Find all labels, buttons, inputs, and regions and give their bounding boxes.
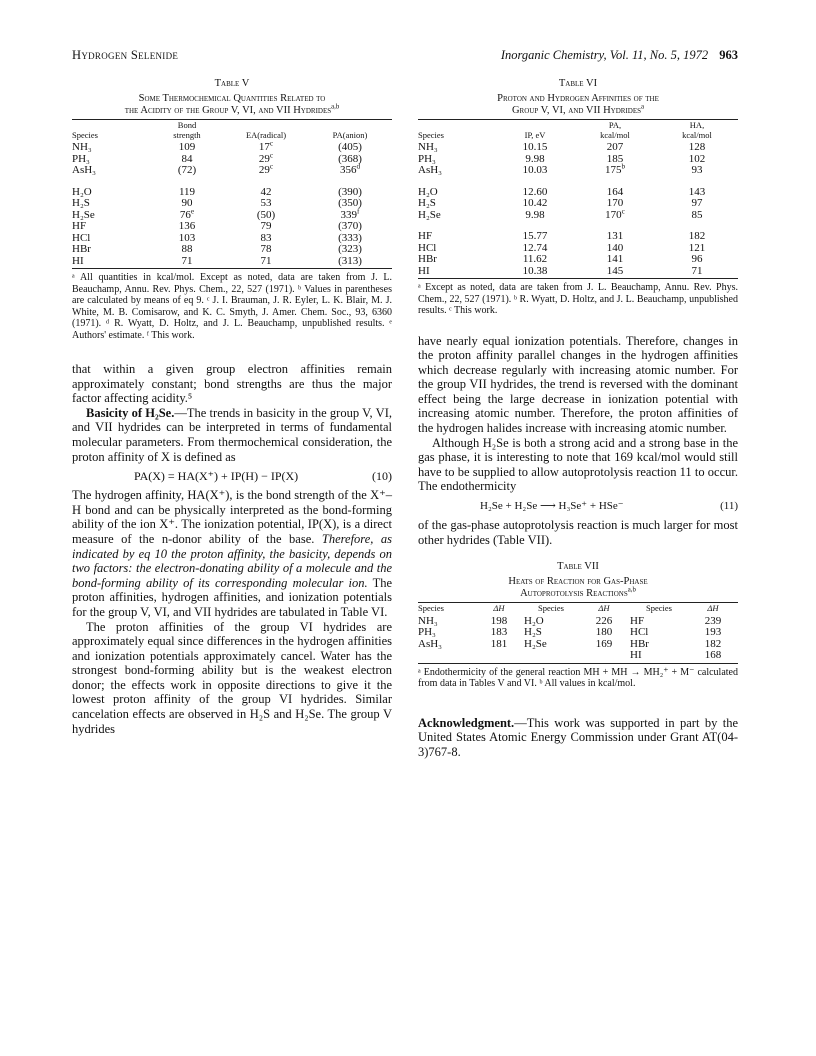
- ip-cell: 10.03: [522, 164, 548, 176]
- table-7-header: ΔH: [707, 603, 719, 614]
- table-7-header: ΔH: [598, 603, 610, 614]
- table-5-header: Species: [72, 129, 98, 140]
- species-cell: HF: [630, 614, 645, 627]
- page-number: 963: [719, 48, 738, 62]
- species-cell: PH₃: [72, 152, 90, 165]
- pa-anion-cell: (370): [338, 220, 362, 232]
- left-column: [72, 78, 392, 736]
- species-cell: HBr: [72, 243, 91, 255]
- delta-h-cell: [474, 650, 524, 662]
- species-cell: HI: [72, 254, 84, 267]
- ip-cell: 12.60: [522, 185, 548, 198]
- species-cell: H₂S: [72, 197, 90, 209]
- table-row: [418, 243, 738, 255]
- table-row: [418, 254, 738, 266]
- species-cell: PH₃: [418, 152, 436, 165]
- body-paragraph: Basicity of H₂Se.—The trends in basicity in the group V, VI, and VII hydrides can be interpreted in terms of fundamental molecular parameters. From thermochemical consideration, the proton affinity of X is defined as: [72, 405, 392, 464]
- pa-anion-cell: (368): [338, 152, 362, 165]
- table-row: [418, 142, 738, 154]
- table-7-header: Species: [538, 603, 564, 614]
- pa-anion-cell: (350): [338, 197, 362, 209]
- pa-cell: 170: [606, 197, 624, 209]
- pa-cell: 140: [606, 241, 624, 254]
- species-cell: PH₃: [418, 626, 436, 639]
- bond-strength-cell: 103: [178, 231, 196, 244]
- ea-cell: 78: [260, 243, 272, 255]
- pa-cell: 170$^c$: [605, 206, 625, 221]
- table-5-grid: [72, 121, 392, 267]
- delta-h-cell: 182: [704, 637, 722, 650]
- table-row: [72, 165, 392, 177]
- table-7-header: Species: [418, 603, 444, 614]
- bond-strength-cell: 84: [181, 152, 193, 165]
- species-cell: AsH₃: [72, 164, 97, 176]
- species-cell: H₂Se: [72, 208, 95, 221]
- ea-cell: (50): [256, 208, 276, 221]
- pa-cell: 145: [606, 264, 624, 277]
- species-cell: HCl: [418, 241, 437, 254]
- ea-cell: 83: [260, 231, 272, 244]
- species-cell: NH₃: [418, 614, 438, 627]
- body-paragraph: have nearly equal ionization potentials. Therefore, changes in the proton affinity parallel changes in the hydrogen affinities which decrease regularly with increasing atomic number. For the group VII hydrides, the trend is reversed with the dominant effect being the large decrease in ionization potential with increasing atomic number. Therefore, the proton affinities of the hydrogen halides increase with increasing atomic number.: [418, 333, 738, 436]
- body-paragraph: The hydrogen affinity, HA(X⁺), is the bond strength of the X⁺–H bond and can be physically interpreted as the bond-forming ability of the ion X⁺. The ionization potential, IP(X), is a direct measure of the n-donor ability of the base. Therefore, as indicated by eq 10 the proton affinity, the basicity, depends on two factors: the electron-donating ability of a molecule and the bond-forming ability of its corresponding molecular ion. The proton affinities, hydrogen affinities, and ionization potentials for the group V, VI, and VII hydrides are tabulated in Table VI.: [72, 488, 392, 619]
- table-6-grid: [418, 121, 738, 277]
- species-cell: HF: [418, 230, 433, 242]
- body-paragraph: that within a given group electron affinities remain approximately constant; bond strengths are thus the major factor affecting acidity.⁵: [72, 362, 392, 406]
- pa-cell: 207: [606, 141, 624, 153]
- table-row: [418, 165, 738, 177]
- table-5: [72, 78, 392, 341]
- table-row: [418, 627, 738, 639]
- right-column: [418, 78, 738, 760]
- table-row: [418, 198, 738, 210]
- table-6-header: PA, kcal/mol: [600, 120, 630, 140]
- table-row: [418, 650, 738, 662]
- table-row: [418, 231, 738, 243]
- bond-strength-cell: 136: [178, 220, 196, 232]
- running-head-left: Hydrogen Selenide: [72, 48, 179, 62]
- bond-strength-cell: 109: [178, 141, 196, 153]
- delta-h-cell: 180: [595, 626, 613, 639]
- table-row: [72, 256, 392, 268]
- delta-h-cell: 181: [490, 637, 508, 650]
- table-6-footnote: ᵃ Except as noted, data are taken from J. L. Beauchamp, Annu. Rev. Phys. Chem., 22, 527 (1971). ᵇ R. Wyatt, D. Holtz, and J. L. Beauchamp, unpublished results. ᶜ This work.: [418, 282, 738, 316]
- table-row: [418, 154, 738, 166]
- journal-citation: Inorganic Chemistry, Vol. 11, No. 5, 1972: [500, 48, 709, 62]
- pa-anion-cell: (390): [338, 185, 362, 198]
- species-cell: HI: [630, 649, 642, 662]
- ha-cell: 93: [691, 164, 703, 176]
- ip-cell: 12.74: [522, 241, 548, 254]
- species-cell: HBr: [630, 637, 649, 650]
- ea-cell: 29$^c$: [258, 150, 274, 165]
- species-cell: [418, 650, 474, 662]
- body-paragraph: Although H₂Se is both a strong acid and a strong base in the gas phase, it is interesting to note that 169 kcal/mol would still have to be supplied to allow autoprotolysis reaction 11 to occur. The endothermicity: [418, 435, 738, 494]
- table-5-header: EA(radical): [245, 129, 287, 140]
- table-6-title: Proton and Hydrogen Affinities of the Group V, VI, and VII Hydrides$^a$: [497, 93, 659, 116]
- delta-h-cell: 193: [704, 626, 722, 639]
- table-5-title: Some Thermochemical Quantities Related to the Acidity of the Group V, VI, and VII Hydrides$^{a,b}$: [124, 93, 340, 116]
- body-paragraph: The proton affinities of the group VI hydrides are approximately equal since differences in the hydrogen affinities and ionization potentials approximately cancel. Water has the strongest bond-forming ability but is the weakest electron donor; the effects work in opposite directions to give it the lowest proton affinity of the group VI hydrides. Similar cancelation effects are observed in H₂S and H₂Se. The group V hydrides: [72, 619, 392, 736]
- ea-cell: 17$^c$: [258, 139, 274, 153]
- table-7-title: Heats of Reaction for Gas-Phase Autoprotolysis Reactions$^{a,b}$: [508, 576, 648, 600]
- ip-cell: 11.62: [522, 253, 548, 265]
- equation-10: PA(X) = HA(X⁺) + IP(H) − IP(X) (10): [134, 469, 392, 484]
- ea-cell: 42: [260, 185, 272, 198]
- ip-cell: 10.38: [522, 264, 548, 277]
- table-7-header: Species: [646, 603, 672, 614]
- table-6: [418, 78, 738, 317]
- ha-cell: 121: [688, 241, 706, 254]
- bond-strength-cell: 90: [181, 197, 193, 209]
- pa-cell: 164: [606, 185, 624, 198]
- ha-cell: 85: [691, 208, 703, 221]
- delta-h-cell: 198: [490, 614, 508, 627]
- bond-strength-cell: 76e: [179, 206, 195, 221]
- pa-cell: 131: [606, 230, 624, 242]
- ip-cell: 10.42: [522, 197, 548, 209]
- species-cell: AsH₃: [418, 164, 443, 176]
- species-cell: HF: [72, 220, 87, 232]
- section-heading: Acknowledgment.: [418, 715, 515, 730]
- table-7-footnote: ᵃ Endothermicity of the general reaction MH + MH → MH₂⁺ + M⁻ calculated from data in Tables V and VI. ᵇ All values in kcal/mol.: [418, 666, 738, 690]
- ea-cell: 29$^c$: [258, 162, 274, 176]
- ha-cell: 71: [691, 264, 703, 277]
- ip-cell: 10.15: [522, 141, 548, 153]
- pa-cell: 175$^b$: [604, 162, 626, 176]
- table-7-label: Table VII: [557, 561, 599, 573]
- bond-strength-cell: 88: [181, 243, 193, 255]
- species-cell: HCl: [72, 231, 91, 244]
- pa-anion-cell: (333): [338, 231, 362, 244]
- table-row: [418, 639, 738, 651]
- table-row: [418, 187, 738, 199]
- delta-h-cell: [578, 650, 630, 662]
- table-5-label: Table V: [214, 78, 250, 89]
- ip-cell: 9.98: [525, 208, 545, 221]
- table-5-header: Bond strength: [173, 120, 201, 140]
- table-row: [418, 616, 738, 628]
- ip-cell: 15.77: [522, 230, 548, 242]
- ha-cell: 182: [688, 230, 706, 242]
- pa-anion-cell: (405): [338, 141, 362, 153]
- table-6-label: Table VI: [558, 78, 598, 89]
- delta-h-cell: 168: [704, 649, 722, 662]
- ip-cell: 9.98: [525, 152, 545, 165]
- delta-h-cell: 239: [704, 614, 722, 627]
- table-7-header: ΔH: [493, 603, 505, 614]
- body-paragraph: of the gas-phase autoprotolysis reaction is much larger for most other hydrides (Table VII).: [418, 518, 738, 547]
- ha-cell: 96: [691, 253, 703, 265]
- species-cell: HI: [418, 264, 430, 277]
- ea-cell: 53: [260, 197, 272, 209]
- pa-anion-cell: 356$^d$: [339, 162, 361, 176]
- pa-cell: 141: [606, 253, 624, 265]
- table-row: [418, 210, 738, 222]
- pa-anion-cell: (313): [338, 254, 362, 267]
- species-cell: NH₃: [418, 141, 438, 153]
- species-cell: [524, 650, 578, 662]
- table-6-header: Species: [418, 129, 444, 140]
- species-cell: HBr: [418, 253, 437, 265]
- table-7: [418, 561, 738, 690]
- table-5-header: PA(anion): [332, 129, 368, 140]
- equation-11: H₂Se + H₂Se ⟶ H₃Se⁺ + HSe⁻ (11): [480, 500, 738, 513]
- ha-cell: 128: [688, 141, 706, 153]
- species-cell: HCl: [630, 626, 649, 639]
- table-6-header: HA, kcal/mol: [682, 120, 712, 140]
- species-cell: H₂O: [72, 185, 92, 198]
- delta-h-cell: 169: [595, 637, 613, 650]
- species-cell: H₂O: [524, 614, 544, 627]
- running-head-right: [501, 48, 738, 63]
- bond-strength-cell: 119: [178, 185, 196, 198]
- table-row: [418, 266, 738, 278]
- species-cell: H₂Se: [418, 208, 441, 221]
- ha-cell: 97: [691, 197, 703, 209]
- table-7-grid: [418, 604, 738, 662]
- delta-h-cell: 226: [595, 614, 613, 627]
- section-heading: Basicity of H₂Se.: [86, 405, 175, 420]
- pa-cell: 185: [606, 152, 624, 165]
- table-5-footnote: ᵃ All quantities in kcal/mol. Except as noted, data are taken from J. L. Beauchamp, Annu. Rev. Phys. Chem., 22, 527 (1971). ᵇ Values in parentheses are calculated by means of eq 9. ᶜ J. I. Brauman, J. R. Eyler, L. K. Blair, M. J. White, M. B. Comisarow, and K. C. Smyth, J. Amer. Chem. Soc., 93, 6360 (1971). ᵈ R. Wyatt, D. Holtz, and J. L. Beauchamp, unpublished results. ᵉ Authors' estimate. ᶠ This work.: [72, 272, 392, 341]
- species-cell: H₂S: [418, 197, 436, 209]
- ha-cell: 143: [688, 185, 706, 198]
- species-cell: H₂S: [524, 626, 542, 639]
- species-cell: NH₃: [72, 141, 92, 153]
- species-cell: AsH₃: [418, 637, 443, 650]
- table-6-header: IP, eV: [524, 129, 546, 140]
- bond-strength-cell: (72): [177, 164, 197, 176]
- ha-cell: 102: [688, 152, 706, 165]
- species-cell: H₂Se: [524, 637, 547, 650]
- delta-h-cell: 183: [490, 626, 508, 639]
- ea-cell: 79: [260, 220, 272, 232]
- pa-anion-cell: (323): [338, 243, 362, 255]
- species-cell: H₂O: [418, 185, 438, 198]
- acknowledgment: Acknowledgment.—This work was supported in part by the United States Atomic Energy Commission under Grant AT(04-3)767-8.: [418, 715, 738, 759]
- pa-anion-cell: 339$^f$: [340, 206, 360, 221]
- ea-cell: 71: [260, 254, 272, 267]
- bond-strength-cell: 71: [181, 254, 193, 267]
